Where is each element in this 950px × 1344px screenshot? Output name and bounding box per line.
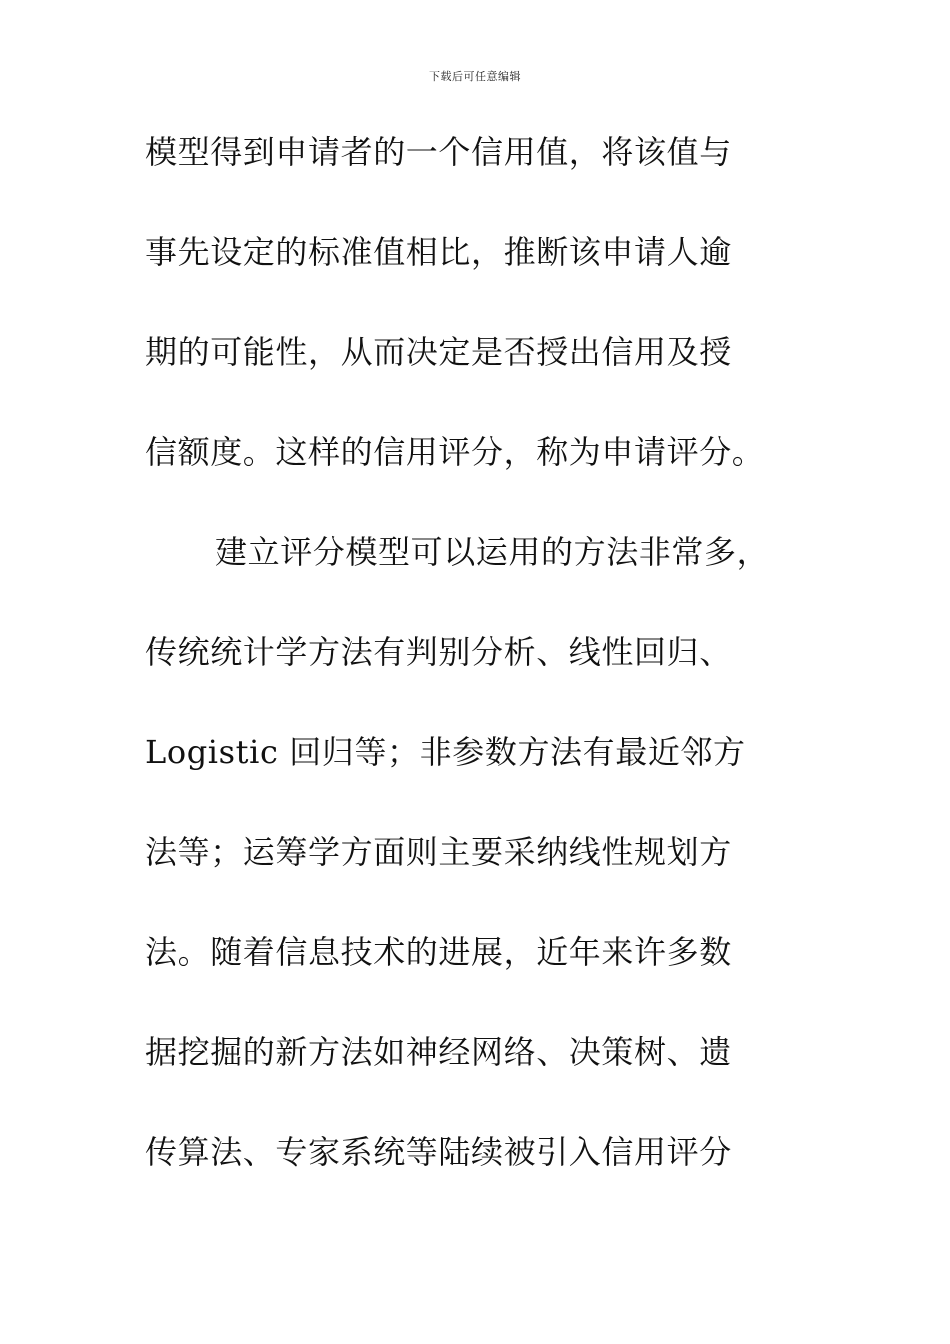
paragraph-line-11: 传算法、专家系统等陆续被引入信用评分 [145, 1133, 732, 1171]
paragraph-line-6: 传统统计学方法有判别分析、线性回归、 [145, 633, 732, 671]
paragraph-line-1: 模型得到申请者的一个信用值，将该值与 [145, 133, 732, 171]
paragraph-line-3: 期的可能性，从而决定是否授出信用及授 [145, 333, 732, 371]
header-note: 下载后可任意编辑 [429, 70, 521, 83]
paragraph-line-5: 建立评分模型可以运用的方法非常多， [215, 533, 770, 571]
body-text [145, 126, 805, 1226]
paragraph-line-4: 信额度。这样的信用评分，称为申请评分。 [145, 433, 765, 471]
paragraph-line-2: 事先设定的标准值相比，推断该申请人逾 [145, 233, 732, 271]
paragraph-line-9: 法。随着信息技术的进展，近年来许多数 [145, 933, 732, 971]
paragraph-line-8: 法等；运筹学方面则主要采纳线性规划方 [145, 833, 732, 871]
paragraph-line-7: Logistic 回归等；非参数方法有最近邻方 [145, 733, 746, 771]
paragraph-line-10: 据挖掘的新方法如神经网络、决策树、遗 [145, 1033, 732, 1071]
